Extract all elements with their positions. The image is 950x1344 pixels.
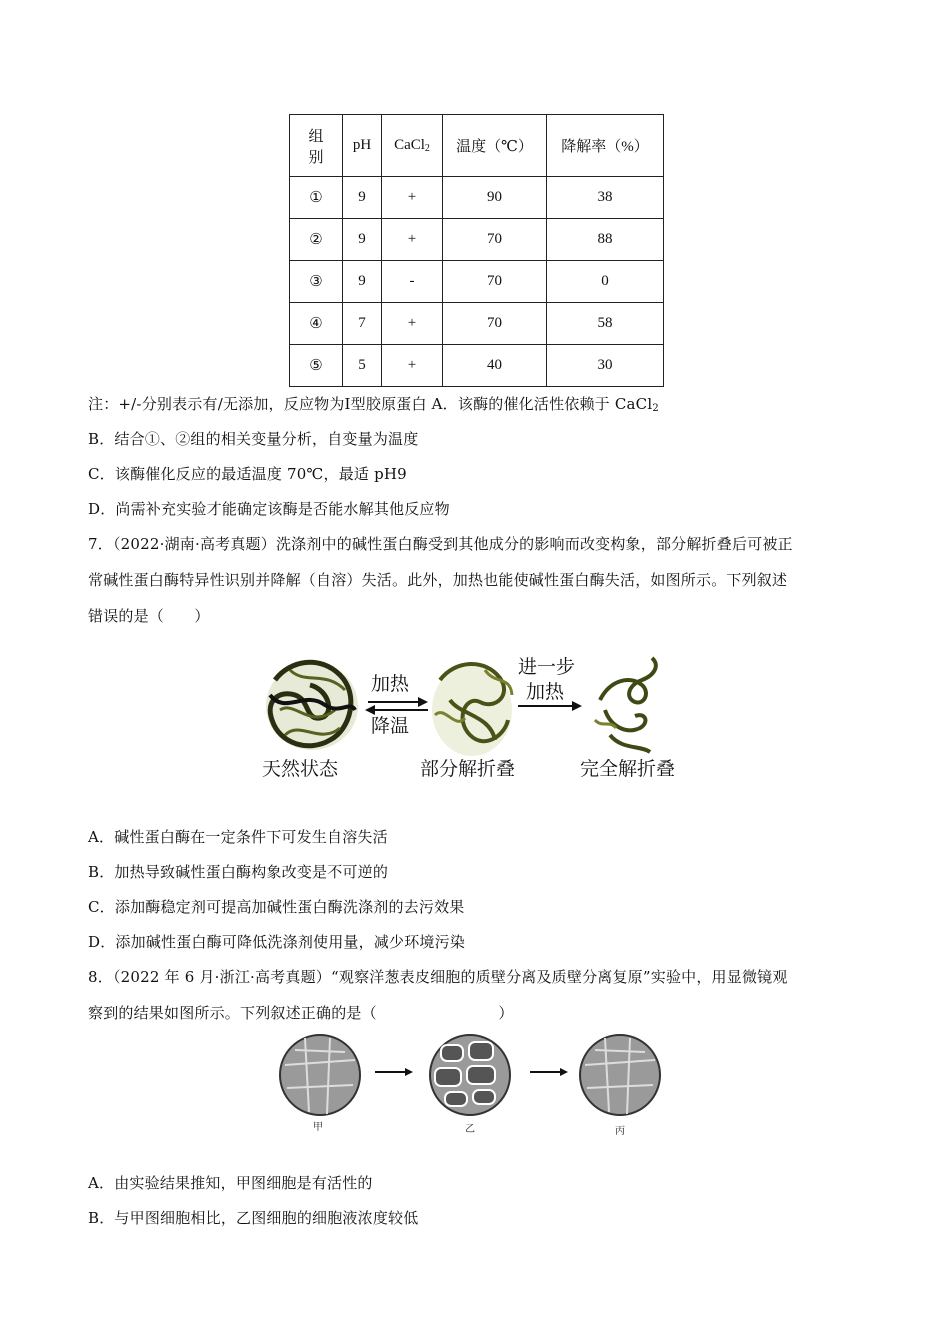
cell-label-jia: 甲: [313, 1122, 323, 1133]
table-cell: +: [382, 345, 443, 387]
table-cell: +: [382, 177, 443, 219]
table-row: [290, 261, 664, 303]
cell-label-yi: 乙: [465, 1124, 475, 1135]
protein-unfolding-figure: [250, 640, 710, 800]
table-cell: 58: [547, 303, 664, 345]
enzyme-data-table: [289, 114, 664, 387]
table-cell: ②: [290, 219, 343, 261]
header-group: 组 别: [290, 115, 343, 177]
header-cacl2: CaCl$_2$: [382, 115, 443, 177]
q8-option-a: A．由实验结果推知，甲图细胞是有活性的: [88, 1174, 373, 1192]
full-unfold-image: [595, 658, 656, 752]
cell-label-bing: 丙: [615, 1126, 625, 1137]
cell-image-yi: [430, 1035, 510, 1115]
q7-option-d: D．添加碱性蛋白酶可降低洗涤剂使用量，减少环境污染: [88, 933, 466, 951]
table-cell: 9: [343, 261, 382, 303]
table-cell: 9: [343, 219, 382, 261]
table-row: [290, 177, 664, 219]
q8-option-b: B．与甲图细胞相比，乙图细胞的细胞液浓度较低: [88, 1209, 419, 1227]
table-cell: ③: [290, 261, 343, 303]
arrow2-bottom-label: 加热: [526, 681, 565, 703]
q7-option-c: C．添加酶稳定剂可提高加碱性蛋白酶洗涤剂的去污效果: [88, 898, 465, 916]
header-ph: pH: [343, 115, 382, 177]
q8-stem-line1: 8．（2022 年 6 月·浙江·高考真题）“观察洋葱表皮细胞的质壁分离及质壁分离复原”实验中，用显微镜观: [88, 968, 788, 986]
q7-stem-line1: 7．（2022·湖南·高考真题）洗涤剂中的碱性蛋白酶受到其他成分的影响而改变构象，部分解折叠后可被正: [88, 535, 793, 553]
header-temperature: 温度（℃）: [443, 115, 547, 177]
table-cell: 40: [443, 345, 547, 387]
q6-option-c: C．该酶催化反应的最适温度 70℃，最适 pH9: [88, 465, 407, 483]
table-row: [290, 219, 664, 261]
q6-note-option-a: 注：+/-分别表示有/无添加，反应物为Ⅰ型胶原蛋白 A．该酶的催化活性依赖于 CaCl$_2$: [88, 395, 659, 414]
native-state-image: [266, 662, 358, 750]
table-cell: +: [382, 219, 443, 261]
cell-image-jia: [280, 1035, 360, 1115]
plasmolysis-figure: [275, 1030, 695, 1145]
table-cell: 5: [343, 345, 382, 387]
q7-option-a: A．碱性蛋白酶在一定条件下可发生自溶失活: [88, 828, 388, 846]
table-cell: ④: [290, 303, 343, 345]
table-cell: 70: [443, 219, 547, 261]
table-cell: 70: [443, 303, 547, 345]
table-cell: +: [382, 303, 443, 345]
table-cell: 70: [443, 261, 547, 303]
native-state-label: 天然状态: [262, 758, 339, 780]
q6-option-b: B．结合①、②组的相关变量分析，自变量为温度: [88, 430, 419, 448]
arrow1-top-label: 加热: [371, 673, 410, 695]
q6-option-d: D．尚需补充实验才能确定该酶是否能水解其他反应物: [88, 500, 450, 518]
cell-image-bing: [580, 1035, 660, 1115]
table-cell: 38: [547, 177, 664, 219]
q7-stem-line2: 常碱性蛋白酶特异性识别并降解（自溶）失活。此外，加热也能使碱性蛋白酶失活，如图所示。下列叙述: [88, 571, 788, 589]
table-cell: 0: [547, 261, 664, 303]
table-cell: ⑤: [290, 345, 343, 387]
header-degradation-rate: 降解率（%）: [547, 115, 664, 177]
table-cell: -: [382, 261, 443, 303]
arrow2-top-label: 进一步: [518, 656, 576, 678]
table-row: [290, 303, 664, 345]
table-cell: 88: [547, 219, 664, 261]
table-cell: ①: [290, 177, 343, 219]
q7-option-b: B．加热导致碱性蛋白酶构象改变是不可逆的: [88, 863, 389, 881]
arrow1-bottom-label: 降温: [371, 715, 410, 737]
q7-stem-line3: 错误的是（ ）: [88, 607, 210, 625]
table-row: [290, 345, 664, 387]
table-cell: 7: [343, 303, 382, 345]
partial-unfold-label: 部分解折叠: [420, 758, 516, 780]
full-unfold-label: 完全解折叠: [580, 758, 676, 780]
partial-unfold-image: [432, 664, 512, 756]
table-cell: 30: [547, 345, 664, 387]
table-cell: 9: [343, 177, 382, 219]
table-cell: 90: [443, 177, 547, 219]
q8-stem-line2: 察到的结果如图所示。下列叙述正确的是（ ）: [88, 1004, 514, 1022]
